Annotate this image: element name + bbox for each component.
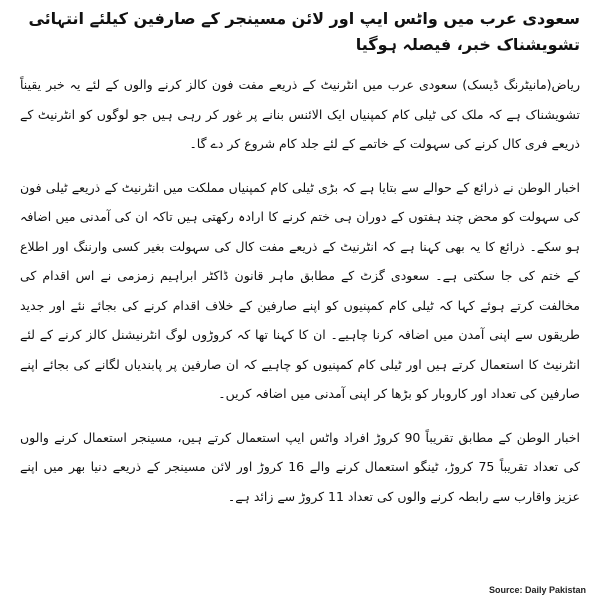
article-paragraph-intro: ریاض(مانیٹرنگ ڈیسک) سعودی عرب میں انٹرنیٹ کے ذریعے مفت فون کالز کرنے والوں کے لئے یہ خبر یقیناً تشویشناک ہے کہ ملک کی ٹیلی کام کمپنیاں ایک الائنس بنانے پر غور کر رہی ہیں جو لوگوں کو انٹرنیٹ کے ذریعے فری کال کرنے کی سہولت کے خاتمے کے لئے جلد کام شروع کر دے گا۔ (20, 77, 580, 151)
article-headline: سعودی عرب میں واٹس ایپ اور لائن مسینجر کے صارفین کیلئے انتہائی تشویشناک خبر، فیصلہ ہوگیا (28, 9, 580, 54)
source-credit: Source: Daily Pakistan (488, 585, 586, 595)
article-paragraph-stats: اخبار الوطن کے مطابق تقریباً 90 کروڑ افراد واٹس ایپ استعمال کرتے ہیں، مسینجر استعمال کرنے والوں کی تعداد تقریباً 75 کروڑ، ٹینگو استعمال کرنے والے 16 کروڑ اور لائن مسینجر کے ذریعے دنیا بھر میں اپنے عزیز واقارب سے رابطہ کرنے والوں کی تعداد 11 کروڑ سے زائد ہے۔ (20, 429, 581, 504)
article-paragraph-body: اخبار الوطن نے ذرائع کے حوالے سے بتایا ہے کہ بڑی ٹیلی کام کمپنیاں مملکت میں انٹرنیٹ کے ذریعے ٹیلی فون کی سہولت کو محض چند ہفتوں کے دوران ہی ختم کرنے کا ارادہ رکھتی ہیں تاکہ ان کی آمدنی میں اضافہ ہو سکے۔ ذرائع کا یہ بھی کہنا ہے کہ انٹرنیٹ کے ذریعے مفت کال کی سہولت بغیر کسی وارننگ اور اطلاع کے ختم کی جا سکتی ہے۔ سعودی گزٹ کے مطابق ماہر قانون ڈاکٹر ابراہیم زمزمی نے اس اقدام کی مخالفت کرتے ہوئے کہا کہ ٹیلی کام کمپنیوں کو اپنے صارفین کے خلاف اقدام کرنے کی بجائے نئے اور جدید طریقوں سے اپنی آمدن میں اضافہ کرنا چاہیے۔ ان کا کہنا تھا کہ کروڑوں لوگ انٹرنیشنل کالز کرنے کے لئے انٹرنیٹ کا استعمال کرتے ہیں اور ٹیلی کام کمپنیوں کو چاہیے کہ ان صارفین پر پابندیاں لگانے کی بجائے اپنے صارفین کی تعداد اور کاروبار کو بڑھا کر اپنی آمدنی میں اضافہ کریں۔ (20, 179, 580, 401)
